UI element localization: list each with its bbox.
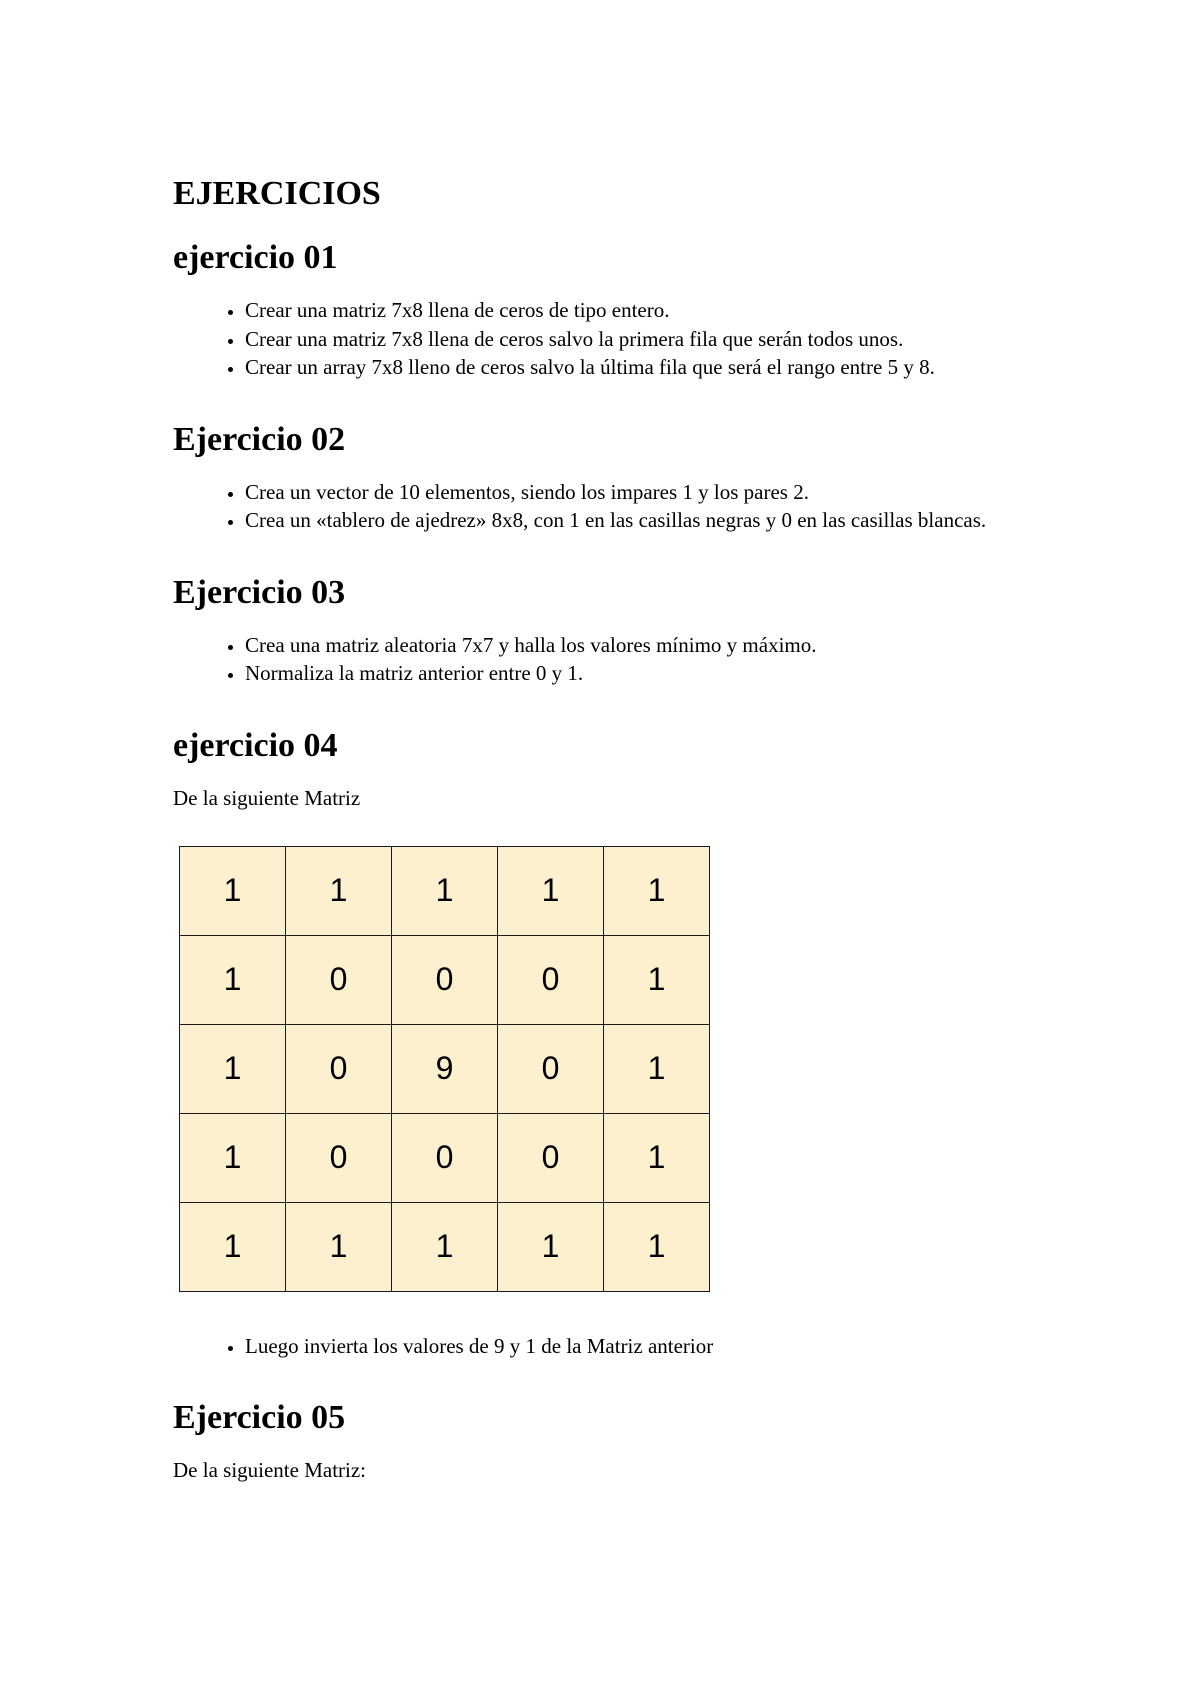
matrix-cell: 1 bbox=[604, 1202, 710, 1291]
matrix-cell: 9 bbox=[392, 1024, 498, 1113]
matrix-cell: 1 bbox=[604, 1113, 710, 1202]
matrix-cell: 0 bbox=[498, 935, 604, 1024]
exercise-04-intro: De la siguiente Matriz bbox=[173, 785, 361, 810]
matrix-cell: 0 bbox=[286, 935, 392, 1024]
matrix-cell: 1 bbox=[180, 935, 286, 1024]
matrix-cell: 1 bbox=[392, 846, 498, 935]
matrix-cell: 1 bbox=[180, 1113, 286, 1202]
matrix-cell: 1 bbox=[180, 1024, 286, 1113]
matrix-cell: 0 bbox=[286, 1113, 392, 1202]
list-item: • Crear una matriz 7x8 llena de ceros de tipo entero. bbox=[245, 296, 1033, 325]
matrix-row bbox=[180, 935, 710, 1024]
matrix-cell: 1 bbox=[286, 1202, 392, 1291]
exercise-02-heading: Ejercicio 02 bbox=[173, 420, 346, 458]
matrix-cell: 0 bbox=[286, 1024, 392, 1113]
exercise-05 bbox=[173, 1396, 1033, 1484]
matrix-cell: 1 bbox=[604, 935, 710, 1024]
exercise-03 bbox=[173, 571, 1033, 688]
list-item: • Crea un «tablero de ajedrez» 8x8, con 1 en las casillas negras y 0 en las casillas blancas. bbox=[245, 506, 1033, 535]
matrix-cell: 1 bbox=[392, 1202, 498, 1291]
matrix-cell: 0 bbox=[498, 1113, 604, 1202]
exercise-04-list bbox=[173, 1332, 1033, 1361]
exercise-02 bbox=[173, 418, 1033, 535]
matrix-row bbox=[180, 1024, 710, 1113]
document-title: EJERCICIOS bbox=[173, 175, 381, 212]
exercise-04-heading: ejercicio 04 bbox=[173, 726, 338, 764]
exercise-02-list bbox=[173, 478, 1033, 535]
exercise-03-list bbox=[173, 631, 1033, 688]
matrix-row bbox=[180, 1202, 710, 1291]
matrix-cell: 1 bbox=[498, 1202, 604, 1291]
list-item: • Crea una matriz aleatoria 7x7 y halla los valores mínimo y máximo. bbox=[245, 631, 1033, 660]
list-item: • Crear una matriz 7x8 llena de ceros salvo la primera fila que serán todos unos. bbox=[245, 325, 1033, 354]
matrix-cell: 1 bbox=[180, 1202, 286, 1291]
matrix-table bbox=[179, 846, 710, 1292]
exercise-01-list bbox=[173, 296, 1033, 382]
list-item: • Normaliza la matriz anterior entre 0 y 1. bbox=[245, 659, 1033, 688]
matrix-cell: 1 bbox=[604, 1024, 710, 1113]
matrix-cell: 1 bbox=[286, 846, 392, 935]
matrix-row bbox=[180, 1113, 710, 1202]
matrix-row bbox=[180, 846, 710, 935]
matrix-cell: 0 bbox=[498, 1024, 604, 1113]
exercise-01 bbox=[173, 236, 1033, 382]
exercise-01-heading: ejercicio 01 bbox=[173, 239, 338, 276]
list-item: • Luego invierta los valores de 9 y 1 de la Matriz anterior bbox=[245, 1332, 1033, 1361]
exercise-05-intro: De la siguiente Matriz: bbox=[173, 1458, 367, 1482]
matrix-cell: 1 bbox=[498, 846, 604, 935]
list-item: • Crear un array 7x8 lleno de ceros salvo la última fila que será el rango entre 5 y 8. bbox=[245, 353, 1033, 382]
exercise-04 bbox=[173, 724, 1033, 1361]
matrix-cell: 1 bbox=[180, 846, 286, 935]
list-item: • Crea un vector de 10 elementos, siendo los impares 1 y los pares 2. bbox=[245, 478, 1033, 507]
exercise-05-heading: Ejercicio 05 bbox=[173, 1399, 346, 1436]
exercise-03-heading: Ejercicio 03 bbox=[173, 573, 346, 611]
matrix-cell: 1 bbox=[604, 846, 710, 935]
matrix-cell: 0 bbox=[392, 935, 498, 1024]
matrix-cell: 0 bbox=[392, 1113, 498, 1202]
document-page bbox=[173, 172, 1033, 1518]
